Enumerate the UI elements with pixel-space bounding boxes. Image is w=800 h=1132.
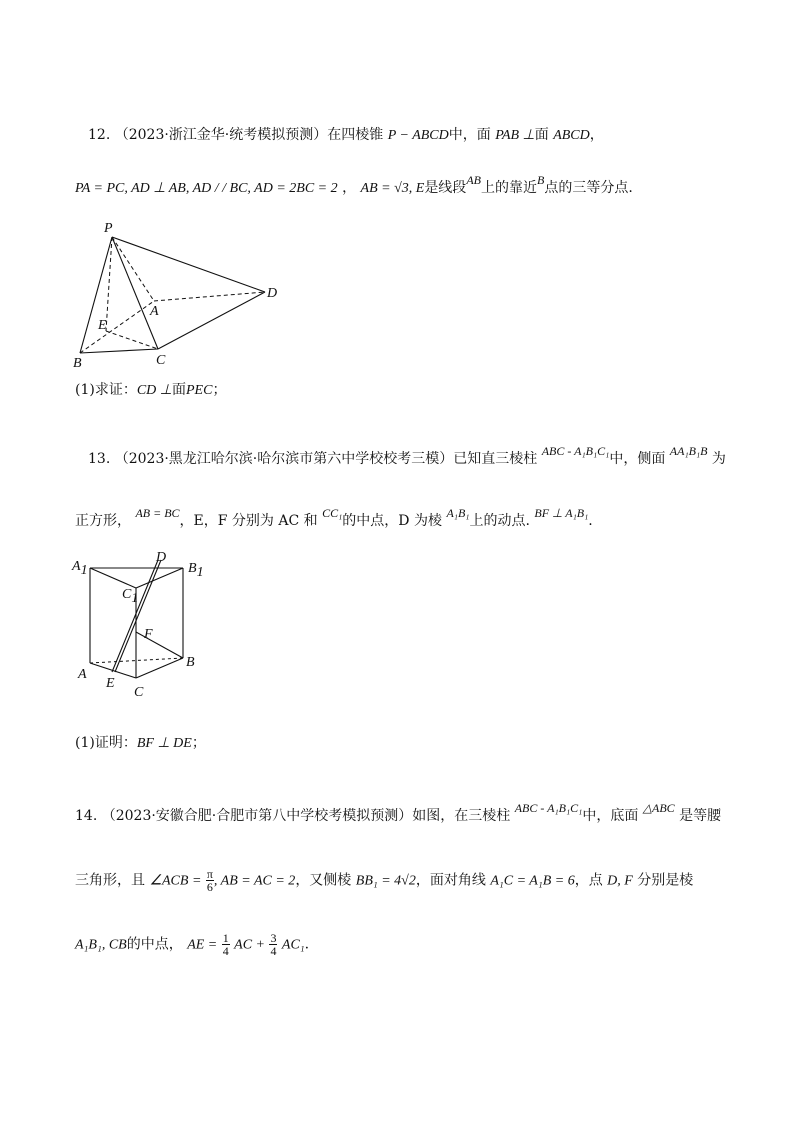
problem-text: 中，侧面 — [609, 451, 666, 467]
math-expression: CD ⊥ — [136, 383, 172, 398]
math-expression: AB = BC — [135, 506, 180, 520]
math-expression: ∠ACB = — [149, 873, 202, 889]
problem-text: 在四棱锥 — [327, 127, 384, 143]
problem-text: 已知直三棱柱 — [453, 451, 538, 467]
problem-12-line-2 — [75, 173, 633, 199]
label-A1: A1 — [72, 559, 88, 578]
math-expression: ABC - A₁B₁C₁ — [514, 801, 583, 815]
fraction-one-quarter: $\frac{1}{4}$ — [222, 931, 229, 958]
problem-text: 三角形，且 — [75, 872, 145, 889]
math-expression: PAB ⊥ — [495, 128, 535, 143]
problem-source: （2023·浙江金华·统考模拟预测） — [114, 127, 328, 143]
problem-text: . — [304, 936, 310, 953]
math-expression: , AB = AC = 2 — [213, 873, 296, 889]
problem-12-question — [75, 380, 226, 401]
prism-figure — [70, 550, 210, 700]
problem-number: 14. — [75, 808, 98, 824]
problem-text: 中，面 — [448, 127, 491, 143]
math-expression: D, F — [607, 873, 633, 889]
problem-number: 12. — [88, 127, 111, 143]
problem-14-line-2 — [75, 868, 693, 893]
problem-text: 面 — [534, 127, 549, 143]
math-expression: BB₁ = 4√2 — [355, 873, 416, 889]
problem-13-line-1 — [88, 444, 726, 469]
math-expression: P − ABCD — [387, 128, 449, 143]
question-text: ； — [191, 735, 206, 751]
math-expression: AE = — [187, 937, 218, 953]
problem-13-line-2 — [75, 506, 593, 531]
math-expression: ABC - A₁B₁C₁ — [541, 444, 610, 458]
problem-text: ，E，F 分别为 AC 和 — [179, 513, 318, 529]
math-expression: AC + — [234, 937, 265, 953]
problem-14-line-1 — [75, 801, 722, 826]
problem-14-line-3 — [75, 932, 309, 957]
problem-text: . — [588, 513, 593, 529]
label-A: A — [150, 304, 159, 319]
math-expression: CC₁ — [322, 506, 343, 520]
label-A: A — [78, 667, 87, 682]
math-expression: B — [536, 173, 545, 187]
problem-number: 13. — [88, 451, 111, 467]
problem-text: 上的动点. — [469, 513, 530, 529]
math-expression: AB = √3, E — [360, 181, 425, 196]
problem-text: 是等腰 — [679, 808, 722, 824]
math-expression: AA₁B₁B — [669, 444, 708, 458]
label-D: D — [156, 550, 167, 565]
problem-text: 如图，在三棱柱 — [412, 808, 511, 824]
problem-text: ， — [342, 180, 357, 196]
problem-text: ，又侧棱 — [295, 872, 352, 889]
label-B: B — [73, 356, 82, 371]
problem-source: （2023·黑龙江哈尔滨·哈尔滨市第六中学校校考三模） — [114, 451, 454, 467]
pyramid-figure — [70, 215, 300, 375]
math-expression: A₁B₁, CB — [75, 937, 127, 953]
math-expression: AB — [466, 173, 481, 187]
label-C1: C1 — [122, 587, 139, 606]
problem-text: 为 — [711, 451, 726, 467]
label-E: E — [98, 318, 107, 333]
problem-text: 是线段 — [424, 180, 467, 196]
problem-text: 的中点， — [126, 936, 183, 953]
problem-text: 的中点，D 为棱 — [342, 513, 442, 529]
question-text: 面 — [172, 382, 186, 398]
label-P: P — [104, 221, 113, 236]
fraction-pi-over-6: $\frac{\pi}{6}$ — [206, 867, 213, 894]
problem-text: 点的三等分点. — [544, 180, 633, 196]
label-B: B — [186, 655, 195, 670]
question-text: (1)求证： — [75, 382, 137, 398]
problem-text: 分别是棱 — [637, 872, 694, 889]
label-D: D — [267, 286, 278, 301]
label-E: E — [106, 676, 115, 691]
problem-text: ， — [589, 127, 604, 143]
fraction-three-quarters: $\frac{3}{4}$ — [270, 931, 277, 958]
problem-text: 上的靠近 — [480, 180, 537, 196]
math-expression: AC₁ — [281, 937, 305, 953]
math-expression: △ABC — [642, 801, 675, 815]
label-B1: B1 — [188, 561, 204, 580]
label-C: C — [156, 353, 166, 368]
problem-text: ，面对角线 — [415, 872, 486, 889]
problem-source: （2023·安徽合肥·合肥市第八中学校考模拟预测） — [101, 808, 413, 824]
problem-text: ，点 — [574, 872, 603, 889]
problem-12-line-1 — [88, 125, 604, 146]
math-expression: PEC — [186, 383, 213, 398]
math-expression: A₁C = A₁B = 6 — [490, 873, 575, 889]
label-C: C — [134, 685, 144, 700]
problem-13-question — [75, 733, 206, 754]
problem-text: 中，底面 — [582, 808, 639, 824]
question-text: (1)证明： — [75, 735, 137, 751]
problem-text: 正方形， — [75, 513, 131, 529]
math-expression: BF ⊥ DE — [136, 736, 192, 751]
question-text: ； — [212, 382, 227, 398]
label-F: F — [144, 627, 153, 642]
math-expression: BF ⊥ A₁B₁ — [534, 506, 589, 520]
math-expression: A₁B₁ — [446, 506, 470, 520]
math-expression: ABCD — [553, 128, 590, 143]
math-expression: PA = PC, AD ⊥ AB, AD / / BC, AD = 2BC = 2 — [75, 181, 338, 196]
